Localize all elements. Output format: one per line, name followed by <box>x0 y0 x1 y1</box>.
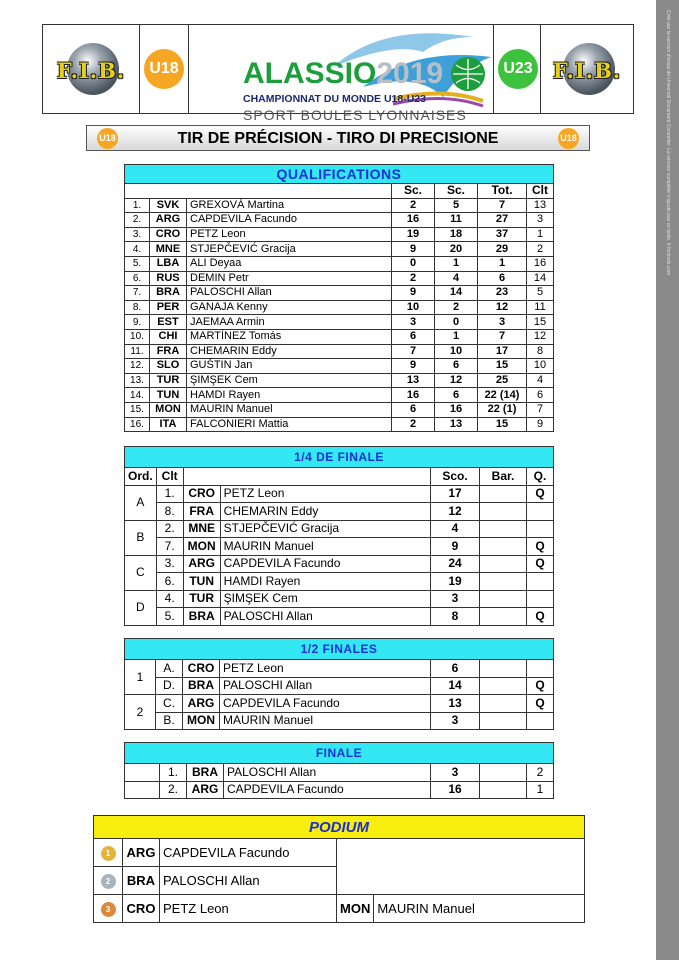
row-number: 8. <box>125 300 150 315</box>
barrage <box>480 538 527 556</box>
score: 14 <box>431 677 480 695</box>
quarter-row <box>125 538 554 556</box>
player-name: MAURIN Manuel <box>220 712 431 730</box>
nationality: BRA <box>187 764 224 782</box>
total: 29 <box>478 242 527 257</box>
total: 7 <box>478 329 527 344</box>
row-number: 14. <box>125 388 150 403</box>
qualification-row <box>125 213 554 228</box>
score-2: 5 <box>435 198 478 213</box>
qualification-row <box>125 315 554 330</box>
row-number: 3. <box>125 227 150 242</box>
total: 23 <box>478 286 527 301</box>
event-title: TIR DE PRÉCISION - TIRO DI PRECISIONE <box>177 130 499 147</box>
podium-bronze-nat: CRO <box>123 895 160 923</box>
seed: 3. <box>156 555 183 573</box>
player-name: MARTÍNEZ Tomás <box>187 329 392 344</box>
score-1: 16 <box>392 213 435 228</box>
final-row <box>125 764 554 782</box>
row-number: 13. <box>125 373 150 388</box>
nationality: ARG <box>183 695 220 713</box>
nationality: PER <box>150 300 187 315</box>
barrage <box>480 712 527 730</box>
score-1: 2 <box>392 271 435 286</box>
ranking: 8 <box>527 344 554 359</box>
podium-title: PODIUM <box>94 816 585 839</box>
score: 16 <box>431 781 480 799</box>
semi-row <box>125 660 554 678</box>
nationality: BRA <box>150 286 187 301</box>
qualified <box>527 520 554 538</box>
player-name: FALCONIERI Mattia <box>187 417 392 432</box>
nationality: BRA <box>183 677 220 695</box>
nationality: FRA <box>183 503 220 521</box>
player-name: CHEMARIN Eddy <box>220 503 430 521</box>
logo-year: 2019 <box>376 57 444 90</box>
total: 17 <box>478 344 527 359</box>
qualification-row <box>125 344 554 359</box>
row-number: 12. <box>125 359 150 374</box>
total: 27 <box>478 213 527 228</box>
nationality: ITA <box>150 417 187 432</box>
col-q: Q. <box>527 468 554 486</box>
player-name: PALOSCHI Allan <box>220 677 431 695</box>
player-name: GANAJA Kenny <box>187 300 392 315</box>
barrage <box>480 503 527 521</box>
barrage <box>480 660 527 678</box>
qualified <box>527 660 554 678</box>
nationality: ARG <box>150 213 187 228</box>
ranking: 16 <box>527 256 554 271</box>
barrage <box>480 573 527 591</box>
score-2: 13 <box>435 417 478 432</box>
player-name: MAURIN Manuel <box>220 538 430 556</box>
seed: 1. <box>160 764 187 782</box>
ranking: 15 <box>527 315 554 330</box>
row-number: 6. <box>125 271 150 286</box>
score: 19 <box>431 573 480 591</box>
ranking: 4 <box>527 373 554 388</box>
event-title-bar <box>86 125 590 151</box>
score: 13 <box>431 695 480 713</box>
nationality: MON <box>150 402 187 417</box>
podium-silver-nat: BRA <box>123 867 160 895</box>
player-name: PALOSCHI Allan <box>187 286 392 301</box>
total: 22 (1) <box>478 402 527 417</box>
col-sc2: Sc. <box>435 184 478 199</box>
ranking: 11 <box>527 300 554 315</box>
row-number: 11. <box>125 344 150 359</box>
ranking: 5 <box>527 286 554 301</box>
score-2: 1 <box>435 256 478 271</box>
qualification-row <box>125 227 554 242</box>
nationality: MON <box>183 538 220 556</box>
score: 6 <box>431 660 480 678</box>
bronze-medal-icon: 3 <box>101 902 116 917</box>
player-name: HAMDI Rayen <box>187 388 392 403</box>
ranking: 7 <box>527 402 554 417</box>
score-1: 9 <box>392 242 435 257</box>
ranking: 12 <box>527 329 554 344</box>
silver-medal-icon: 2 <box>101 874 116 889</box>
player-name: PALOSCHI Allan <box>224 764 431 782</box>
nationality: EST <box>150 315 187 330</box>
ranking: 13 <box>527 198 554 213</box>
score-2: 2 <box>435 300 478 315</box>
barrage <box>480 781 527 799</box>
nationality: FRA <box>150 344 187 359</box>
score-2: 20 <box>435 242 478 257</box>
final-spacer <box>125 781 160 799</box>
final-title: FINALE <box>125 743 554 764</box>
nationality: CHI <box>150 329 187 344</box>
qualification-row <box>125 271 554 286</box>
quarter-row <box>125 485 554 503</box>
col-bar: Bar. <box>480 468 527 486</box>
quarter-header-row <box>125 468 554 486</box>
barrage <box>480 608 527 626</box>
qualification-row <box>125 242 554 257</box>
podium-gold-nat: ARG <box>123 839 160 867</box>
score: 8 <box>431 608 480 626</box>
col-sc1: Sc. <box>392 184 435 199</box>
total: 22 (14) <box>478 388 527 403</box>
player-name: HAMDI Rayen <box>220 573 430 591</box>
score: 3 <box>431 712 480 730</box>
nationality: LBA <box>150 256 187 271</box>
score-2: 6 <box>435 359 478 374</box>
player-name: CAPDEVILA Facundo <box>220 555 430 573</box>
score-2: 6 <box>435 388 478 403</box>
semi-final-table <box>124 638 554 730</box>
barrage <box>480 695 527 713</box>
player-name: CAPDEVILA Facundo <box>224 781 431 799</box>
score-2: 10 <box>435 344 478 359</box>
group-label: D <box>125 590 157 625</box>
ranking: 3 <box>527 213 554 228</box>
player-name: CHEMARIN Eddy <box>187 344 392 359</box>
player-name: ALI Deyaa <box>187 256 392 271</box>
total: 25 <box>478 373 527 388</box>
score-1: 9 <box>392 359 435 374</box>
seed: 1. <box>156 485 183 503</box>
score-1: 0 <box>392 256 435 271</box>
col-sco: Sco. <box>431 468 480 486</box>
qualified <box>527 573 554 591</box>
podium-table <box>93 815 585 923</box>
quarter-row <box>125 608 554 626</box>
seed: B. <box>156 712 183 730</box>
fib-text: F.I.B. <box>56 58 126 83</box>
total: 15 <box>478 359 527 374</box>
qualifications-header-row <box>125 184 554 199</box>
u18-badge: U18 <box>144 49 184 89</box>
qualification-row <box>125 402 554 417</box>
quarter-title: 1/4 DE FINALE <box>125 447 554 468</box>
qualification-row <box>125 417 554 432</box>
score: 24 <box>431 555 480 573</box>
player-name: GREXOVÁ Martina <box>187 198 392 213</box>
nationality: CRO <box>150 227 187 242</box>
barrage <box>480 590 527 608</box>
fib-text: F.I.B. <box>552 58 622 83</box>
fib-logo-right <box>541 41 633 97</box>
final-table <box>124 742 554 799</box>
player-name: PALOSCHI Allan <box>220 608 430 626</box>
score-1: 2 <box>392 198 435 213</box>
col-ord: Ord. <box>125 468 157 486</box>
row-number: 7. <box>125 286 150 301</box>
score-2: 16 <box>435 402 478 417</box>
qualified <box>527 590 554 608</box>
semi-row <box>125 712 554 730</box>
score-1: 19 <box>392 227 435 242</box>
score-2: 11 <box>435 213 478 228</box>
qualified <box>527 712 554 730</box>
qualified: Q <box>527 538 554 556</box>
barrage <box>480 677 527 695</box>
seed: 4. <box>156 590 183 608</box>
quarter-final-table <box>124 446 554 626</box>
nationality: ARG <box>183 555 220 573</box>
total: 3 <box>478 315 527 330</box>
total: 12 <box>478 300 527 315</box>
player-name: PETZ Leon <box>220 660 431 678</box>
score-1: 7 <box>392 344 435 359</box>
gold-medal-icon: 1 <box>101 846 116 861</box>
group-label: B <box>125 520 157 555</box>
score: 3 <box>431 590 480 608</box>
qualified: Q <box>527 555 554 573</box>
side-note: Créé par la version d'essai de Universal Document Converter. La version complète n'ajoute pas ce texte. fr.fnctools.com <box>665 10 671 276</box>
score: 3 <box>431 764 480 782</box>
player-name: PETZ Leon <box>187 227 392 242</box>
total: 15 <box>478 417 527 432</box>
col-cl: Clt <box>156 468 183 486</box>
nationality: TUN <box>183 573 220 591</box>
qualification-row <box>125 256 554 271</box>
seed: C. <box>156 695 183 713</box>
score-1: 9 <box>392 286 435 301</box>
logo-city: ALASSIO <box>243 57 377 90</box>
seed: 8. <box>156 503 183 521</box>
logo-title <box>243 57 443 91</box>
qualified: Q <box>527 677 554 695</box>
seed: A. <box>156 660 183 678</box>
nationality: MON <box>183 712 220 730</box>
nationality: TUR <box>150 373 187 388</box>
row-number: 10. <box>125 329 150 344</box>
quarter-row <box>125 503 554 521</box>
quarter-row <box>125 520 554 538</box>
ranking: 6 <box>527 388 554 403</box>
seed: D. <box>156 677 183 695</box>
col-cl: Clt <box>527 184 554 199</box>
row-number: 9. <box>125 315 150 330</box>
barrage <box>480 485 527 503</box>
player-name: GUŠTIN Jan <box>187 359 392 374</box>
player-name: STJEPČEVIĆ Gracija <box>187 242 392 257</box>
player-name: CAPDEVILA Facundo <box>220 695 431 713</box>
logo-championship: CHAMPIONNAT DU MONDE U18-U23 <box>243 93 426 105</box>
score: 17 <box>431 485 480 503</box>
nationality: RUS <box>150 271 187 286</box>
total: 7 <box>478 198 527 213</box>
nationality: MNE <box>150 242 187 257</box>
qualified: Q <box>527 608 554 626</box>
u23-badge: U23 <box>498 49 538 89</box>
nationality: TUR <box>183 590 220 608</box>
qualified: Q <box>527 695 554 713</box>
fib-logo-left <box>45 41 137 97</box>
qualification-row <box>125 329 554 344</box>
seed: 7. <box>156 538 183 556</box>
score-2: 18 <box>435 227 478 242</box>
qualification-row <box>125 373 554 388</box>
player-name: DEMIN Petr <box>187 271 392 286</box>
group-label: 2 <box>125 695 156 730</box>
qualified <box>527 503 554 521</box>
score-2: 14 <box>435 286 478 301</box>
player-name: MAURIN Manuel <box>187 402 392 417</box>
score-1: 6 <box>392 329 435 344</box>
final-row <box>125 781 554 799</box>
player-name: CAPDEVILA Facundo <box>187 213 392 228</box>
semi-title: 1/2 FINALES <box>125 639 554 660</box>
score-1: 13 <box>392 373 435 388</box>
barrage <box>480 764 527 782</box>
qualification-row <box>125 286 554 301</box>
qualifications-title: QUALIFICATIONS <box>125 165 554 184</box>
total: 1 <box>478 256 527 271</box>
nationality: SVK <box>150 198 187 213</box>
seed: 6. <box>156 573 183 591</box>
seed: 2. <box>160 781 187 799</box>
ranking: 10 <box>527 359 554 374</box>
row-number: 1. <box>125 198 150 213</box>
nationality: TUN <box>150 388 187 403</box>
semi-row <box>125 677 554 695</box>
ranking: 1 <box>527 227 554 242</box>
row-number: 16. <box>125 417 150 432</box>
quarter-row <box>125 573 554 591</box>
score-2: 12 <box>435 373 478 388</box>
qualification-row <box>125 359 554 374</box>
player-name: PETZ Leon <box>220 485 430 503</box>
player-name: JAEMAA Armin <box>187 315 392 330</box>
quarter-row <box>125 590 554 608</box>
qualified: Q <box>527 485 554 503</box>
podium-gold-name: CAPDEVILA Facundo <box>160 839 337 867</box>
seed: 2. <box>156 520 183 538</box>
qualifications-table <box>124 164 554 432</box>
quarter-row <box>125 555 554 573</box>
nationality: BRA <box>183 608 220 626</box>
seed: 5. <box>156 608 183 626</box>
score-1: 10 <box>392 300 435 315</box>
group-label: 1 <box>125 660 156 695</box>
player-name: ŞIMŞEK Cem <box>187 373 392 388</box>
logo-sport: SPORT BOULES LYONNAISES <box>243 107 467 123</box>
score-1: 3 <box>392 315 435 330</box>
score: 9 <box>431 538 480 556</box>
u18-badge-right: U18 <box>558 128 579 149</box>
row-number: 5. <box>125 256 150 271</box>
barrage <box>480 555 527 573</box>
score-2: 1 <box>435 329 478 344</box>
qualification-row <box>125 300 554 315</box>
score-1: 6 <box>392 402 435 417</box>
podium-row-bronze <box>94 895 585 923</box>
nationality: CRO <box>183 485 220 503</box>
group-label: C <box>125 555 157 590</box>
barrage <box>480 520 527 538</box>
nationality: SLO <box>150 359 187 374</box>
qualification-row <box>125 198 554 213</box>
header-banner <box>42 24 634 123</box>
u18-badge-left: U18 <box>97 128 118 149</box>
podium-bronze2-nat: MON <box>337 895 374 923</box>
score-2: 4 <box>435 271 478 286</box>
podium-row-gold <box>94 839 585 867</box>
final-rank: 2 <box>527 764 554 782</box>
final-rank: 1 <box>527 781 554 799</box>
total: 37 <box>478 227 527 242</box>
group-label: A <box>125 485 157 520</box>
final-spacer <box>125 764 160 782</box>
col-tot: Tot. <box>478 184 527 199</box>
total: 6 <box>478 271 527 286</box>
podium-bronze-name: PETZ Leon <box>160 895 337 923</box>
podium-silver-name: PALOSCHI Allan <box>160 867 337 895</box>
row-number: 15. <box>125 402 150 417</box>
qualification-row <box>125 388 554 403</box>
nationality: MNE <box>183 520 220 538</box>
score-1: 16 <box>392 388 435 403</box>
score-2: 0 <box>435 315 478 330</box>
score: 12 <box>431 503 480 521</box>
player-name: ŞIMŞEK Cem <box>220 590 430 608</box>
semi-row <box>125 695 554 713</box>
row-number: 4. <box>125 242 150 257</box>
score: 4 <box>431 520 480 538</box>
score-1: 2 <box>392 417 435 432</box>
podium-bronze2-name: MAURIN Manuel <box>374 895 585 923</box>
player-name: STJEPČEVIĆ Gracija <box>220 520 430 538</box>
ranking: 9 <box>527 417 554 432</box>
nationality: ARG <box>187 781 224 799</box>
ranking: 2 <box>527 242 554 257</box>
row-number: 2. <box>125 213 150 228</box>
nationality: CRO <box>183 660 220 678</box>
ranking: 14 <box>527 271 554 286</box>
